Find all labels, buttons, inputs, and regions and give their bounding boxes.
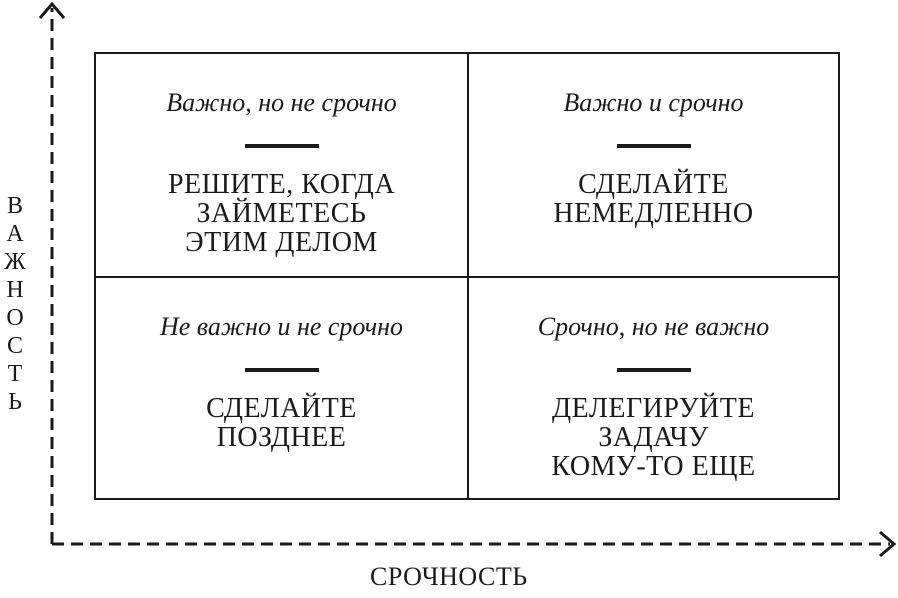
action-line: КОМУ-ТО ЕЩЕ bbox=[551, 451, 756, 482]
action-line: ЭТИМ ДЕЛОМ bbox=[185, 227, 378, 258]
action-line: СДЕЛАЙТЕ bbox=[578, 169, 729, 200]
y-axis-letter: С bbox=[6, 333, 23, 359]
quadrant-important-urgent bbox=[468, 54, 838, 277]
y-axis-letter: Ь bbox=[8, 389, 22, 415]
quadrant-subtitle: Важно, но не срочно bbox=[166, 88, 397, 117]
quadrant-divider bbox=[245, 368, 319, 372]
y-axis-letter: О bbox=[6, 305, 24, 331]
quadrant-action bbox=[469, 394, 838, 481]
y-axis-letter: Т bbox=[7, 361, 23, 387]
y-axis-letter: Ж bbox=[4, 249, 26, 275]
y-axis-letter: В bbox=[6, 193, 23, 219]
quadrant-divider bbox=[245, 144, 319, 148]
quadrant-divider bbox=[617, 144, 691, 148]
quadrant-important-not-urgent bbox=[96, 54, 468, 277]
y-axis-letter: А bbox=[6, 221, 24, 247]
quadrant-subtitle: Срочно, но не важно bbox=[537, 312, 770, 341]
action-line: СДЕЛАЙТЕ bbox=[206, 393, 357, 424]
quadrant-action bbox=[469, 170, 838, 228]
action-line: ДЕЛЕГИРУЙТЕ bbox=[552, 393, 755, 424]
quadrant-not-important-not-urgent bbox=[96, 277, 468, 498]
action-line: НЕМЕДЛЕННО bbox=[553, 198, 754, 229]
quadrant-action bbox=[96, 394, 467, 452]
action-line: ЗАЙМЕТЕСЬ bbox=[196, 198, 367, 229]
action-line: ПОЗДНЕЕ bbox=[216, 422, 347, 453]
quadrant-subtitle: Не важно и не срочно bbox=[159, 312, 404, 341]
y-axis-label bbox=[4, 192, 26, 416]
y-axis-letter: Н bbox=[6, 277, 24, 303]
priority-matrix bbox=[94, 52, 840, 500]
quadrant-divider bbox=[617, 368, 691, 372]
action-line: ЗАДАЧУ bbox=[598, 422, 709, 453]
quadrant-subtitle: Важно и срочно bbox=[563, 88, 744, 117]
x-axis-label: СРОЧНОСТЬ bbox=[370, 562, 528, 591]
x-axis-arrow-icon bbox=[880, 532, 894, 556]
action-line: РЕШИТЕ, КОГДА bbox=[167, 169, 396, 200]
quadrant-action bbox=[96, 170, 467, 257]
quadrant-urgent-not-important bbox=[468, 277, 838, 498]
